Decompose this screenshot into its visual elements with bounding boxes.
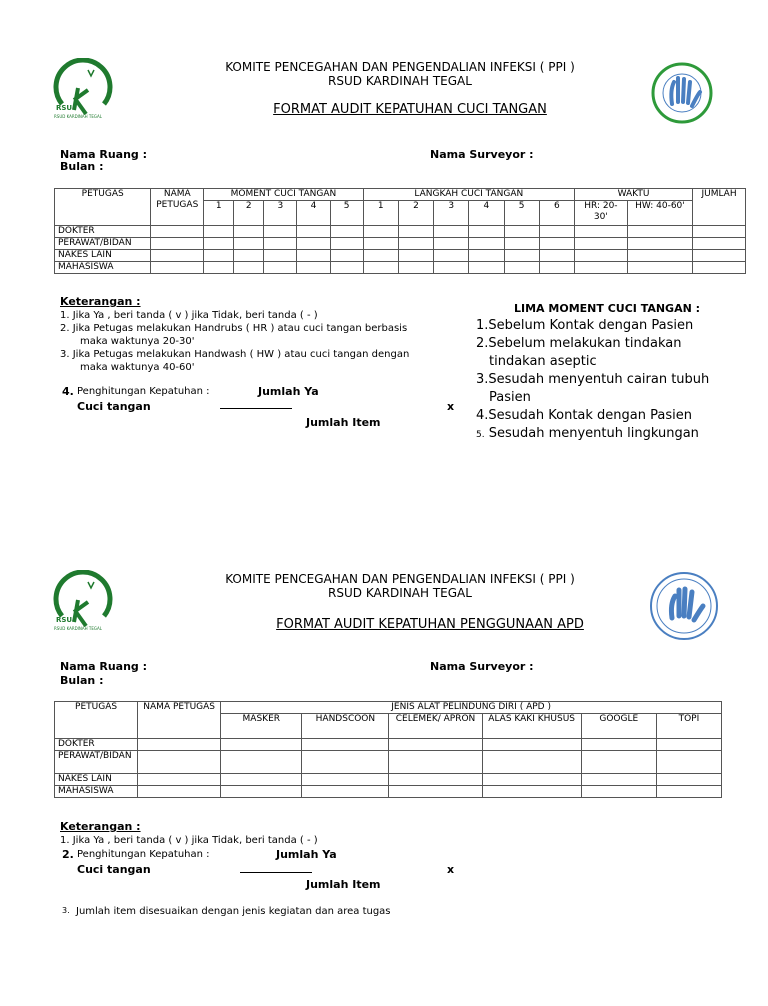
row-label: PERAWAT/BIDAN	[55, 751, 138, 774]
keterangan-item: maka waktunya 40-60'	[80, 362, 195, 373]
row-label: MAHASISWA	[55, 262, 151, 274]
ket4-number: 4.	[62, 385, 74, 398]
ppi-hand-stamp	[648, 570, 720, 642]
col-waktu: WAKTU	[574, 189, 692, 201]
multiply-mark: x	[447, 863, 455, 876]
jumlah-item: Jumlah Item	[306, 416, 381, 429]
lima-item: 1.Sebelum Kontak dengan Pasien	[476, 318, 694, 333]
bulan-label: Bulan :	[60, 160, 104, 173]
header-line1: KOMITE PENCEGAHAN DAN PENGENDALIAN INFEKSI ( PPI )	[225, 60, 575, 74]
cuci-tangan-label: Cuci tangan	[77, 400, 151, 413]
table-row	[55, 739, 722, 751]
keterangan-item: Jumlah item disesuaikan dengan jenis kegiatan dan area tugas	[76, 906, 391, 917]
lima-moment-title: LIMA MOMENT CUCI TANGAN :	[514, 302, 701, 315]
keterangan-title: Keterangan :	[60, 820, 141, 833]
lima-item: tindakan aseptic	[489, 354, 597, 369]
apd-col: CELEMEK/ APRON	[389, 714, 482, 739]
stamp-text	[640, 58, 655, 59]
keterangan-list	[60, 309, 454, 385]
apd-col: HANDSCOON	[302, 714, 389, 739]
langkah-col: 3	[434, 201, 469, 226]
table-row	[55, 786, 722, 798]
lima-item: 3.Sesudah menyentuh cairan tubuh	[476, 372, 710, 387]
keterangan-item: 3. Jika Petugas melakukan Handwash ( HW ) atau cuci tangan dengan	[60, 349, 410, 360]
page-title: FORMAT AUDIT KEPATUHAN CUCI TANGAN	[273, 102, 547, 117]
ket2-label: Penghitungan Kepatuhan :	[77, 849, 210, 860]
table-row	[55, 226, 746, 238]
col-langkah: LANGKAH CUCI TANGAN	[363, 189, 574, 201]
ket2-number: 2.	[62, 848, 74, 861]
logo-text: RSU	[56, 104, 73, 112]
cuci-tangan-label: Cuci tangan	[77, 863, 151, 876]
table-row	[55, 250, 746, 262]
header-line2: RSUD KARDINAH TEGAL	[328, 586, 472, 600]
moment-col: 3	[264, 201, 297, 226]
table-row	[55, 262, 746, 274]
row-label: DOKTER	[55, 739, 138, 751]
ppi-stamp	[640, 58, 724, 128]
jumlah-item: Jumlah Item	[306, 878, 381, 891]
cuci-tangan-table	[54, 188, 746, 274]
row-label: PERAWAT/BIDAN	[55, 238, 151, 250]
jumlah-ya: Jumlah Ya	[276, 848, 337, 861]
row-label: MAHASISWA	[55, 786, 138, 798]
keterangan-item: 2. Jika Petugas melakukan Handrubs ( HR ) atau cuci tangan berbasis	[60, 323, 408, 334]
col-petugas: PETUGAS	[55, 702, 138, 739]
table-row	[55, 238, 746, 250]
nama-ruang-label: Nama Ruang :	[60, 148, 148, 161]
header-block	[150, 572, 650, 600]
page-title: FORMAT AUDIT KEPATUHAN PENGGUNAAN APD	[276, 617, 584, 632]
bulan-label: Bulan :	[60, 674, 104, 687]
ket4-label: Penghitungan Kepatuhan :	[77, 386, 210, 397]
jumlah-ya: Jumlah Ya	[258, 385, 319, 398]
nama-ruang-label: Nama Ruang :	[60, 660, 148, 673]
langkah-col: 2	[398, 201, 433, 226]
col-petugas: PETUGAS	[55, 189, 151, 226]
lima-item: Pasien	[489, 390, 531, 405]
keterangan-item: 1. Jika Ya , beri tanda ( v ) jika Tidak, beri tanda ( - )	[60, 310, 318, 321]
keterangan-title: Keterangan :	[60, 295, 141, 308]
langkah-col: 5	[504, 201, 539, 226]
row-label: NAKES LAIN	[55, 250, 151, 262]
col-nama-petugas: NAMA PETUGAS	[138, 702, 221, 739]
header-line2: RSUD KARDINAH TEGAL	[328, 74, 472, 88]
hospital-logo	[48, 58, 114, 124]
nama-surveyor-label: Nama Surveyor :	[430, 660, 534, 673]
header-block	[150, 60, 650, 88]
logo-subtext: RSUD KARDINAH TEGAL	[54, 626, 102, 631]
header-line1: KOMITE PENCEGAHAN DAN PENGENDALIAN INFEKSI ( PPI )	[225, 572, 575, 586]
table-row	[55, 751, 722, 774]
lima-item: Sesudah menyentuh lingkungan	[488, 426, 699, 441]
ket3-number: 3.	[62, 906, 70, 915]
keterangan-item: maka waktunya 20-30'	[80, 336, 195, 347]
lima-item: 2.Sebelum melakukan tindakan	[476, 336, 682, 351]
moment-col: 4	[297, 201, 330, 226]
table-row	[55, 774, 722, 786]
fraction-line	[220, 408, 292, 409]
apd-table	[54, 701, 722, 798]
lima-number: 5.	[476, 430, 485, 440]
lima-item: 4.Sesudah Kontak dengan Pasien	[476, 408, 692, 423]
nama-surveyor-label: Nama Surveyor :	[430, 148, 534, 161]
col-moment: MOMENT CUCI TANGAN	[204, 189, 363, 201]
row-label: NAKES LAIN	[55, 774, 138, 786]
fraction-line	[240, 872, 312, 873]
logo-subtext: RSUD KARDINAH TEGAL	[54, 114, 102, 119]
apd-col: MASKER	[221, 714, 302, 739]
col-jumlah: JUMLAH	[693, 189, 746, 226]
apd-col: GOOGLE	[581, 714, 656, 739]
logo-text: RSU	[56, 616, 73, 624]
moment-col: 5	[330, 201, 363, 226]
langkah-col: 1	[363, 201, 398, 226]
keterangan-item: 1. Jika Ya , beri tanda ( v ) jika Tidak, beri tanda ( - )	[60, 835, 318, 846]
apd-col: TOPI	[656, 714, 721, 739]
waktu-hw: HW: 40-60'	[627, 201, 692, 226]
moment-col: 1	[204, 201, 234, 226]
moment-col: 2	[234, 201, 264, 226]
apd-col: ALAS KAKI KHUSUS	[482, 714, 581, 739]
langkah-col: 4	[469, 201, 504, 226]
langkah-col: 6	[539, 201, 574, 226]
col-nama-petugas: NAMA PETUGAS	[151, 189, 204, 226]
multiply-mark: x	[447, 400, 455, 413]
lima-moment-list	[476, 317, 709, 444]
row-label: DOKTER	[55, 226, 151, 238]
col-jenis-apd: JENIS ALAT PELINDUNG DIRI ( APD )	[221, 702, 722, 714]
waktu-hr: HR: 20-30'	[574, 201, 627, 226]
hospital-logo	[48, 570, 114, 636]
